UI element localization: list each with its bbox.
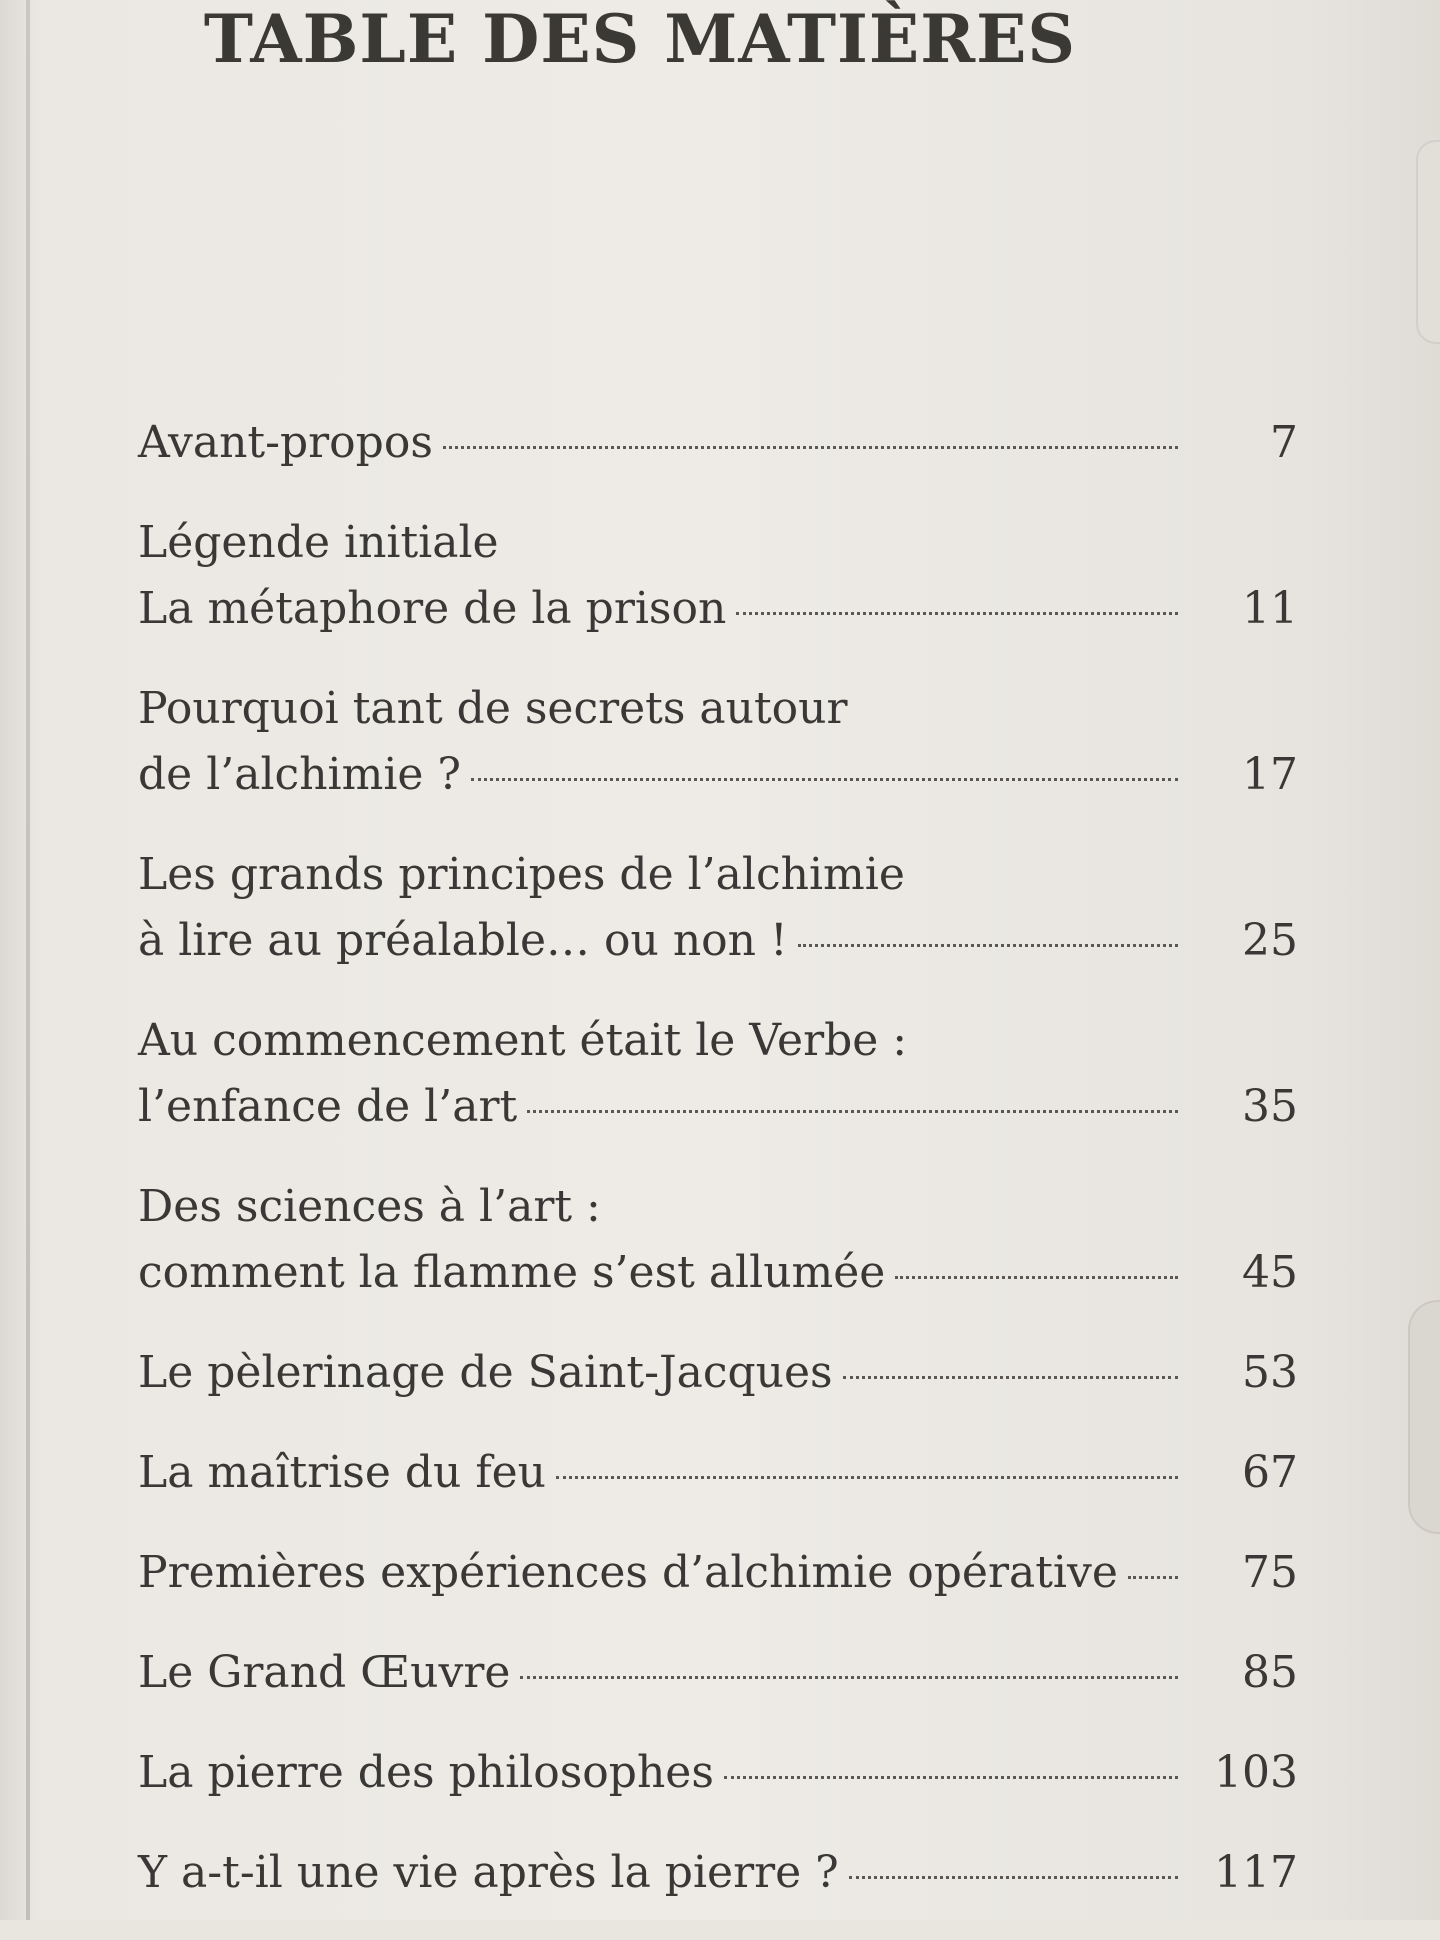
entry-title-line: Les grands principes de l’alchimie (138, 849, 905, 900)
entry-title: Le pèlerinage de Saint-Jacques (138, 1347, 833, 1398)
toc-entry (138, 1840, 1298, 1906)
page-number: 35 (1242, 1081, 1298, 1132)
entry-title-line: Légende initiale (138, 517, 499, 568)
page-number: 25 (1242, 915, 1298, 966)
entry-title: Le Grand Œuvre (138, 1647, 511, 1698)
entry-title: l’enfance de l’art (138, 1081, 518, 1132)
entry-title: à lire au préalable… ou non ! (138, 915, 788, 966)
toc-entry (138, 1008, 1298, 1140)
dot-leader (520, 1676, 1178, 1679)
entry-title-line: Pourquoi tant de secrets autour (138, 683, 848, 734)
dot-leader (556, 1476, 1178, 1479)
toc-entry (138, 1440, 1298, 1506)
page-tab-top (1416, 140, 1440, 344)
dot-leader (443, 446, 1178, 449)
dot-leader (798, 944, 1178, 947)
entry-title: Avant-propos (138, 417, 433, 468)
toc-entry (138, 1540, 1298, 1606)
dot-leader (1128, 1576, 1178, 1579)
dot-leader (843, 1376, 1178, 1379)
toc-entry (138, 1640, 1298, 1706)
dot-leader (471, 778, 1178, 781)
dot-leader (895, 1276, 1178, 1279)
entry-title-line: Au commencement était le Verbe : (138, 1015, 908, 1066)
entry-title: comment la flamme s’est allumée (138, 1247, 886, 1298)
page-number: 117 (1214, 1847, 1298, 1898)
page-number: 7 (1270, 417, 1298, 468)
toc-entry (138, 410, 1298, 476)
toc-entry (138, 1340, 1298, 1406)
toc-entry (138, 1740, 1298, 1806)
toc-entry (138, 676, 1298, 808)
toc-entry (138, 510, 1298, 642)
entry-title: Y a-t-il une vie après la pierre ? (138, 1847, 839, 1898)
page-tab-bottom (1408, 1300, 1440, 1534)
page-title: TABLE DES MATIÈRES (203, 0, 1077, 78)
page-number: 85 (1242, 1647, 1298, 1698)
entry-title: La maîtrise du feu (138, 1447, 547, 1498)
entry-title: de l’alchimie ? (138, 749, 462, 800)
page-number: 53 (1242, 1347, 1298, 1398)
page-number: 75 (1242, 1547, 1298, 1598)
toc-entry (138, 842, 1298, 974)
toc-entry (138, 1174, 1298, 1306)
page-number: 17 (1242, 749, 1298, 800)
page-number: 103 (1214, 1747, 1298, 1798)
entry-title-line: Des sciences à l’art : (138, 1181, 601, 1232)
page-number: 45 (1242, 1247, 1298, 1298)
entry-title: Premières expériences d’alchimie opérative (138, 1547, 1118, 1598)
dot-leader (736, 612, 1178, 615)
entry-title: La pierre des philosophes (138, 1747, 714, 1798)
page-number: 67 (1242, 1447, 1298, 1498)
page-number: 11 (1242, 583, 1298, 634)
table-of-contents (138, 410, 1298, 1940)
dot-leader (724, 1776, 1178, 1779)
entry-title: La métaphore de la prison (138, 583, 727, 634)
dot-leader (527, 1110, 1178, 1113)
dot-leader (849, 1876, 1178, 1879)
